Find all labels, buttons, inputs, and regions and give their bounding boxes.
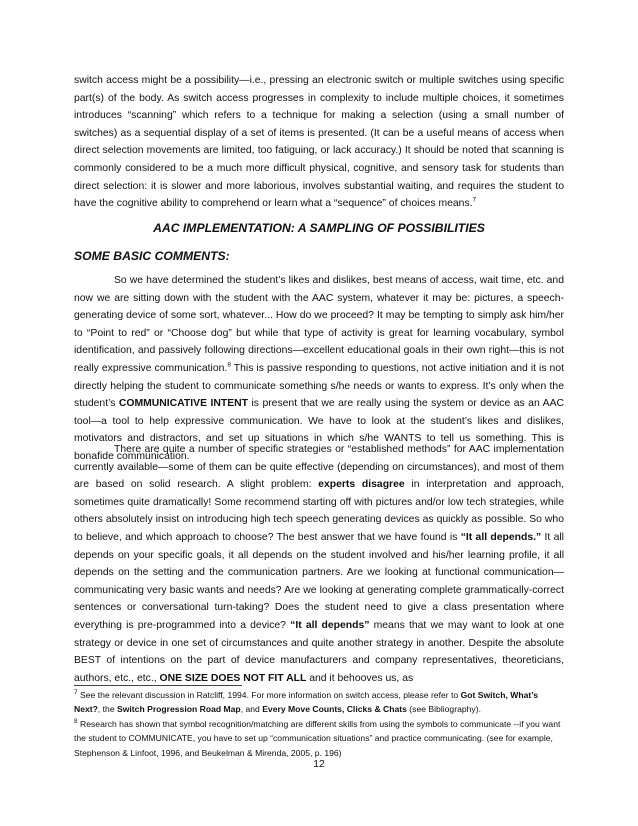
footnote-7: [74, 688, 564, 717]
footnote-number: 8: [74, 717, 78, 725]
paragraph-text: means that we may want to look at one strategy or device in one set of circumstances and quite another strategy in another. Despite the absolute BEST of intentions on the part of device manufacturers and company representatives, theoreticians, authors, etc., etc.,: [74, 619, 564, 684]
footnote-reference[interactable]: 7: [472, 196, 477, 204]
footnote-text: (see Bibliography).: [406, 704, 481, 715]
paragraph-switch-access: [74, 72, 564, 213]
paragraph-text: So we have determined the student’s likes and dislikes, best means of access, wait time, etc. and now we are sitting down with the student with the AAC system, whatever it may be: pictures, a speech-generating device of some sort, whatever... How do we proceed? It may be tempting to simply ask him/her to “Point to red” or “Choose dog” but while that type of activity is great for learning vocabulary, symbol identification, and passively following directions—excellent educational goals in their own right—this is not really expressive communication.: [74, 275, 564, 374]
footnote-text: , and: [240, 704, 263, 715]
footnote-text: , the: [97, 704, 117, 715]
footnote-8: [74, 717, 564, 760]
paragraph-text: There are quite a number of specific strategies or “established methods” for AAC implementation currently available—some of them can be quite effective (depending on circumstances), and most of them are based on solid research. A slight problem:: [74, 444, 564, 491]
paragraph-text: This is passive responding to questions, not active initiation and it is not directly helping the student to communicate something s/he needs or wants to express. It’s only when the student’s: [74, 362, 565, 410]
bold-phrase: “It all depends”: [290, 619, 370, 631]
footnote-divider: [74, 685, 242, 686]
bold-title: Got Switch, What’s Next?: [74, 690, 539, 715]
bold-phrase: “It all depends.”: [460, 531, 542, 543]
paragraph-basic-comments: [74, 272, 564, 466]
paragraph-text: and it behooves us, as: [306, 672, 414, 684]
paragraph-text: It all depends on your specific goals, it all depends on the student involved and his/her learning profile, it all depends on the setting and the communication partners. Are we looking at functional communication—communicating very basic wants and needs? Are we looking at generating complete grammatically-correct sentences or conversational turn-taking? Does the student need to give a class presentation where everything is pre-programmed into a device?: [74, 531, 564, 631]
bold-phrase: COMMUNICATIVE INTENT: [118, 398, 248, 410]
paragraph-text: switch access might be a possibility—i.e., pressing an electronic switch or multiple switches using specific part(s) of the body. As switch access progresses in complexity to include multiple choices, it sometimes introduces “scanning” which refers to a technique for making a selection (using a small number of switches) as a sequential display of a set of items is presented. (It can be a useful means of access when direct selection movements are limited, too fatiguing, or lack accuracy.) It should be noted that scanning is commonly considered to be a much more difficult physical, cognitive, and sensory task for students than direct selection: it is slower and more laborious, involves substantial waiting, and requires the student to have the cognitive ability to comprehend or learn what a “sequence” of choices means.: [74, 75, 564, 210]
paragraph-text: in interpretation and approach, sometimes quite dramatically! Some recommend starting off with pictures and/or low tech strategies, while others absolutely insist on introducing high tech speech generating devices as quickly as possible. So who to believe, and which approach to choose? The best answer that we have found is: [74, 479, 565, 543]
footnote-reference[interactable]: 8: [227, 361, 231, 369]
paragraph-text: is present that we are really using the system or device as an AAC tool—a tool to help expressive communication. We have to look at the student’s likes and dislikes, motivators and distractors, and set up situations in which s/he WANTS to tell us something. This is bonafide communication.: [74, 398, 565, 462]
footnote-text: Research has shown that symbol recognition/matching are different skills from using the symbols to communicate --if you want the student to COMMUNICATE, you have to set up “communication situations” and practice communicating. (see for example, Stephenson & Linfoot, 1996, and Beukelman & Mirenda, 2005, p. 196): [74, 718, 561, 758]
bold-title: Switch Progression Road Map: [117, 704, 241, 715]
footnotes: [74, 688, 564, 760]
section-title: AAC IMPLEMENTATION: A SAMPLING OF POSSIBILITIES: [153, 221, 485, 235]
bold-phrase: experts disagree: [318, 479, 405, 491]
bold-title: Every Move Counts, Clicks & Chats: [262, 704, 407, 715]
paragraph-strategies: [74, 441, 564, 687]
bold-phrase: ONE SIZE DOES NOT FIT ALL: [159, 672, 307, 684]
footnote-number: 7: [74, 689, 78, 697]
page-number: 12: [313, 759, 325, 770]
footnote-text: See the relevant discussion in Ratcliff, 1994. For more information on switch access, please refer to: [77, 690, 461, 700]
subheading: SOME BASIC COMMENTS:: [74, 249, 230, 263]
